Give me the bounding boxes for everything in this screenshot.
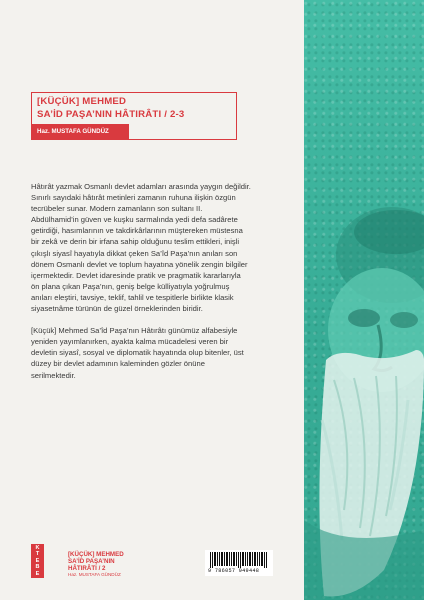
- footer-title-line-3: HÂTIRÂTI / 2: [68, 565, 106, 572]
- book-title-line-2: SA’İD PAŞA’NIN HÂTIRÂTI / 2-3: [37, 109, 185, 120]
- footer-title: [68, 551, 144, 575]
- blurb-paragraph-1: Hâtırât yazmak Osmanlı devlet adamları arasında yaygın değildir. Sınırlı sayıdaki hâtırât metinleri zamanın ruhuna ilişkin özgün tecrübeler sunar. Modern zamanların son sultanı II. Abdülhamid’in güven ve kuşku sarmalında yedi defa sadârete getirdiği, hasımlarının ve takdirkârlarının müştereken müstesna bir zekâ ve derin bir irfana sahip olduğunu teslim ettikleri, inişli çıkışlı siyasî hayatıyla dikkat çeken Sa’îd Paşa’nın anıları son dönem Osmanlı devlet ve toplum hayatına yönelik zengin bilgiler içermektedir. Devlet idaresinde pratik ve pragmatik kararlarıyla ön plana çıkan Paşa’nın, geniş belge külliyatıyla yoğrulmuş anıları eleştiri, tavsiye, teklif, tahlil ve tespitlerle birlikte klasik siyasetnâme türünün de güzel örneklerinden biridir.: [31, 182, 251, 314]
- logo-letter: T: [35, 551, 40, 558]
- logo-letter: K: [35, 544, 40, 551]
- logo-letter: E: [35, 570, 40, 577]
- footer-editor: Haz. MUSTAFA GÜNDÜZ: [68, 572, 121, 577]
- author-portrait-image: [304, 0, 424, 600]
- publisher-logo: [31, 544, 44, 578]
- blurb-paragraph-2: [Küçük] Mehmed Sa’îd Paşa’nın Hâtırâtı günümüz alfabesiyle yeniden yayımlanırken, ayakta kalma mücadelesi veren bir devletin siyasî, sosyal ve diplomatik hayatında olup bitenler, üst düzey bir devlet adamının kaleminden gözler önüne serilmektedir.: [31, 326, 244, 380]
- logo-letter: E: [35, 557, 40, 564]
- footer-title-line-2: SA’İD PAŞA’NIN: [68, 558, 115, 565]
- footer-title-line-1: [KÜÇÜK] MEHMED: [68, 551, 124, 558]
- barcode-icon: [210, 552, 268, 568]
- book-title-line-1: [KÜÇÜK] MEHMED: [37, 96, 127, 107]
- isbn-number: 9 786057 949448: [208, 568, 260, 574]
- logo-letter: B: [35, 564, 40, 571]
- editor-label: Haz. MUSTAFA GÜNDÜZ: [32, 124, 129, 140]
- title-box: [31, 92, 237, 140]
- blurb-text: [31, 181, 251, 392]
- portrait-panel: [304, 0, 424, 600]
- isbn-barcode: [205, 550, 273, 576]
